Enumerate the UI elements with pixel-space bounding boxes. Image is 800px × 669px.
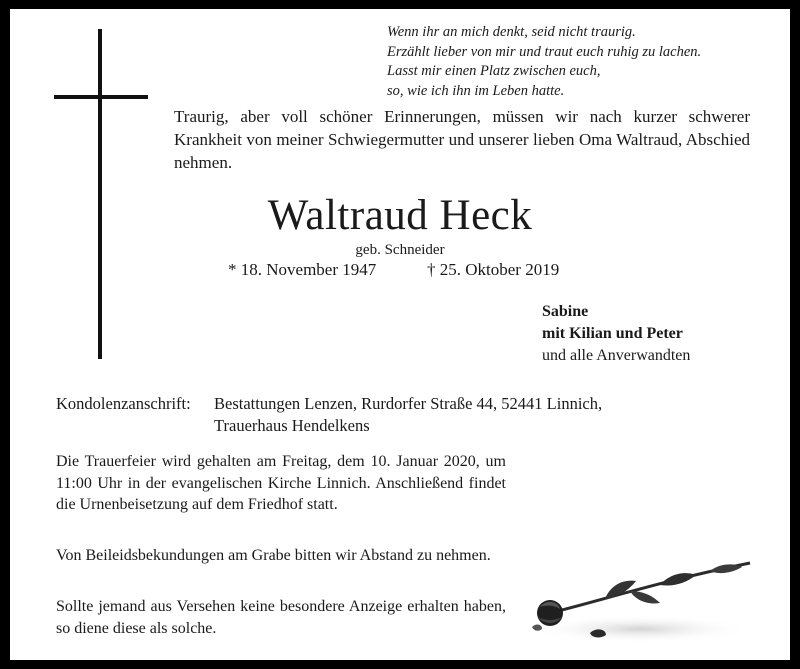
- mourner-line: und alle Anverwandten: [542, 347, 691, 364]
- poem-line: Lasst mir einen Platz zwischen euch,: [387, 63, 601, 79]
- maiden-name: geb. Schneider: [355, 242, 445, 258]
- cross-horizontal-bar: [54, 95, 148, 99]
- obituary-notice: [10, 9, 790, 660]
- rose-icon: [510, 541, 780, 651]
- death-date: † 25. Oktober 2019: [427, 260, 560, 279]
- mourners: [542, 301, 690, 367]
- notice-paragraph: Sollte jemand aus Versehen keine besondere Anzeige erhalten haben, so diene diese als solche.: [56, 598, 506, 637]
- poem: [387, 23, 767, 101]
- condolence-address-line: Trauerhaus Hendelkens: [214, 416, 370, 435]
- condolence-address: [214, 393, 602, 437]
- mourner-line: mit Kilian und Peter: [542, 325, 683, 342]
- intro-text: Traurig, aber voll schöner Erinnerungen, müssen wir nach kurzer schwerer Krankheit von meiner Schwiegermutter und unserer lieben Oma Waltraud, Abschied nehmen.: [174, 107, 750, 172]
- poem-line: so, wie ich ihn im Leben hatte.: [387, 82, 565, 99]
- funeral-paragraph: Die Trauerfeier wird gehalten am Freitag, dem 10. Januar 2020, um 11:00 Uhr in der evangelischen Kirche Linnich. Anschließend findet die Urnenbeisetzung auf dem Friedhof statt.: [56, 453, 506, 513]
- condolence-address-line: Bestattungen Lenzen, Rurdorfer Straße 44, 52441 Linnich,: [214, 394, 603, 413]
- deceased-name: Waltraud Heck: [267, 192, 533, 239]
- poem-line: Erzählt lieber von mir und traut euch ruhig zu lachen.: [387, 43, 702, 60]
- mourner-line: Sabine: [542, 303, 589, 320]
- condolence-label: Kondolenzanschrift:: [56, 394, 191, 413]
- birth-date: * 18. November 1947: [228, 260, 377, 279]
- poem-line: Wenn ihr an mich denkt, seid nicht traurig.: [387, 24, 636, 40]
- no-condolences-paragraph: Von Beileidsbekundungen am Grabe bitten wir Abstand zu nehmen.: [56, 547, 491, 564]
